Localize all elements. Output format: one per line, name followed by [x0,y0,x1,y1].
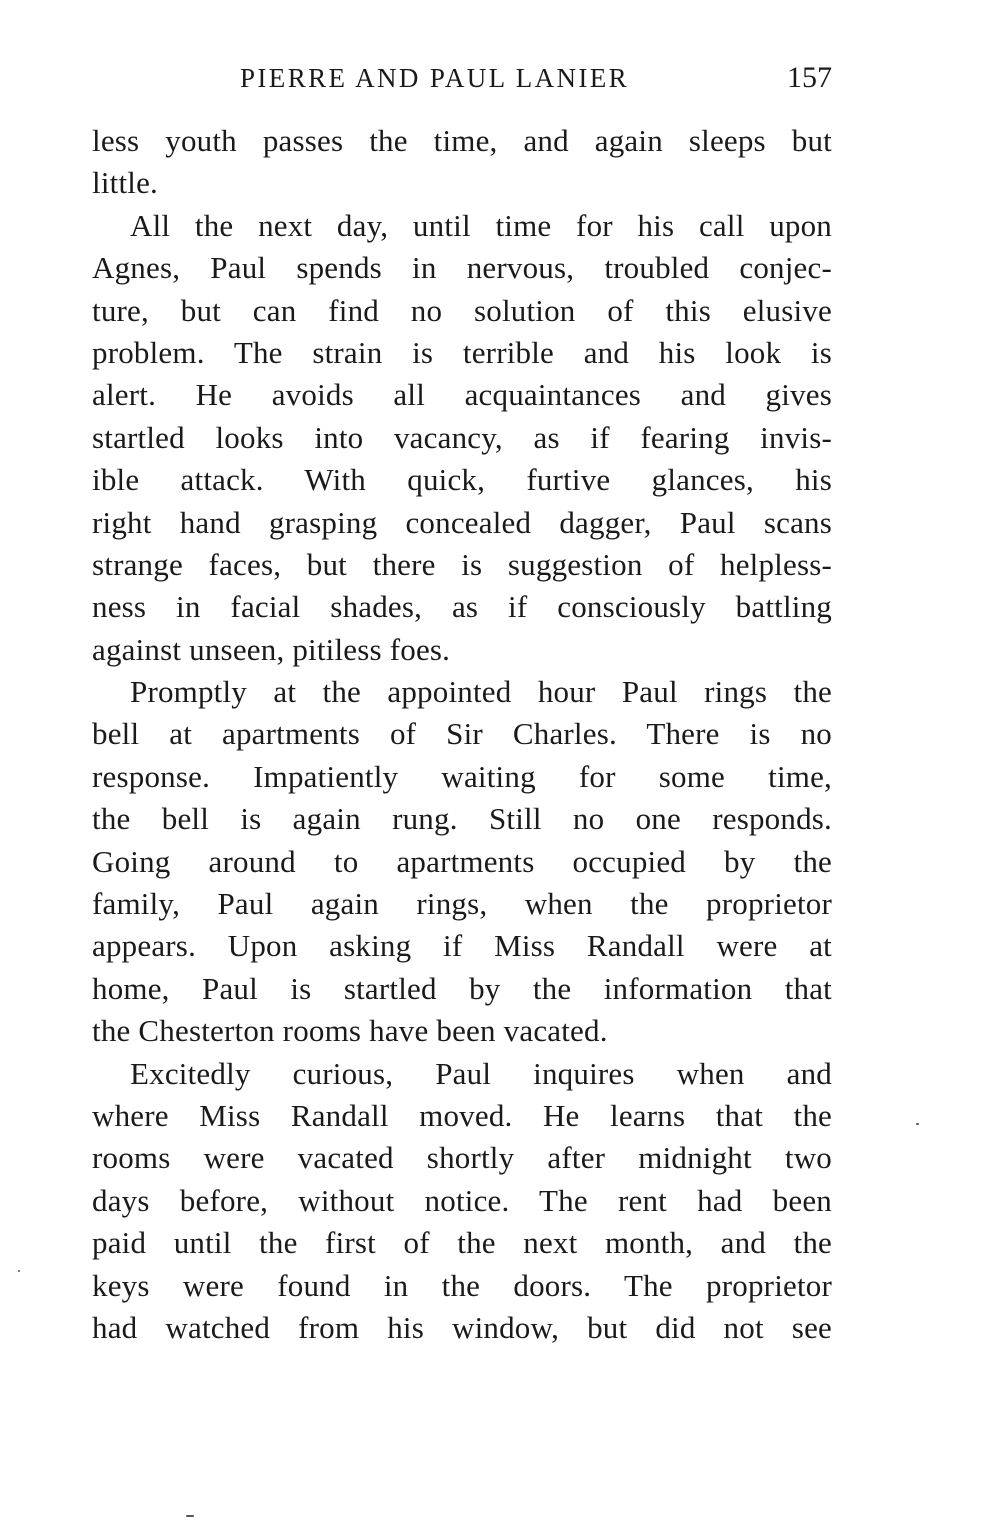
text-line: little. [92,165,158,201]
text-line: All the next day, until time for his call upon [130,207,832,243]
text-line: the Chesterton rooms have been vacated. [92,1013,608,1049]
text-line: against unseen, pitiless foes. [92,631,451,667]
text-line: appears. Upon asking if Miss Randall were at [92,928,832,964]
paper-speck [18,1270,20,1272]
text-line: less youth passes the time, and again sleeps but [92,123,832,158]
paper-speck [916,1123,919,1125]
text-line: Going around to apartments occupied by the [92,843,832,879]
text-line: days before, without notice. The rent had been [92,1182,832,1218]
running-title: PIERRE AND PAUL LANIER [240,63,630,93]
text-line: the bell is again rung. Still no one responds. [92,801,832,837]
text-line: Agnes, Paul spends in nervous, troubled conjec- [92,250,832,286]
text-line: response. Impatiently waiting for some time, [92,758,832,794]
text-line: ture, but can find no solution of this elusive [92,292,832,328]
text-line: paid until the first of the next month, and the [92,1225,832,1261]
text-line: keys were found in the doors. The proprietor [92,1267,832,1303]
page-number: 157 [787,61,832,94]
body-text [92,120,832,1349]
text-line: alert. He avoids all acquaintances and gives [92,377,832,413]
paper-speck [186,1515,194,1517]
text-line: strange faces, but there is suggestion of helpless- [92,546,832,582]
text-line: bell at apartments of Sir Charles. There is no [92,716,832,752]
text-line: Promptly at the appointed hour Paul rings the [130,674,832,710]
text-line: right hand grasping concealed dagger, Paul scans [92,504,832,540]
text-line: rooms were vacated shortly after midnight two [92,1140,832,1176]
running-head [92,58,840,98]
text-line: problem. The strain is terrible and his look is [92,334,832,370]
text-line: startled looks into vacancy, as if fearing invis- [92,419,832,455]
text-line: Excitedly curious, Paul inquires when and [130,1055,832,1091]
text-line: ible attack. With quick, furtive glances, his [92,462,832,498]
text-line: home, Paul is startled by the information that [92,970,832,1006]
text-line: where Miss Randall moved. He learns that the [92,1097,832,1133]
text-line: ness in facial shades, as if consciously battling [92,589,832,625]
text-line: family, Paul again rings, when the proprietor [92,886,832,922]
text-line: had watched from his window, but did not see [92,1309,832,1345]
